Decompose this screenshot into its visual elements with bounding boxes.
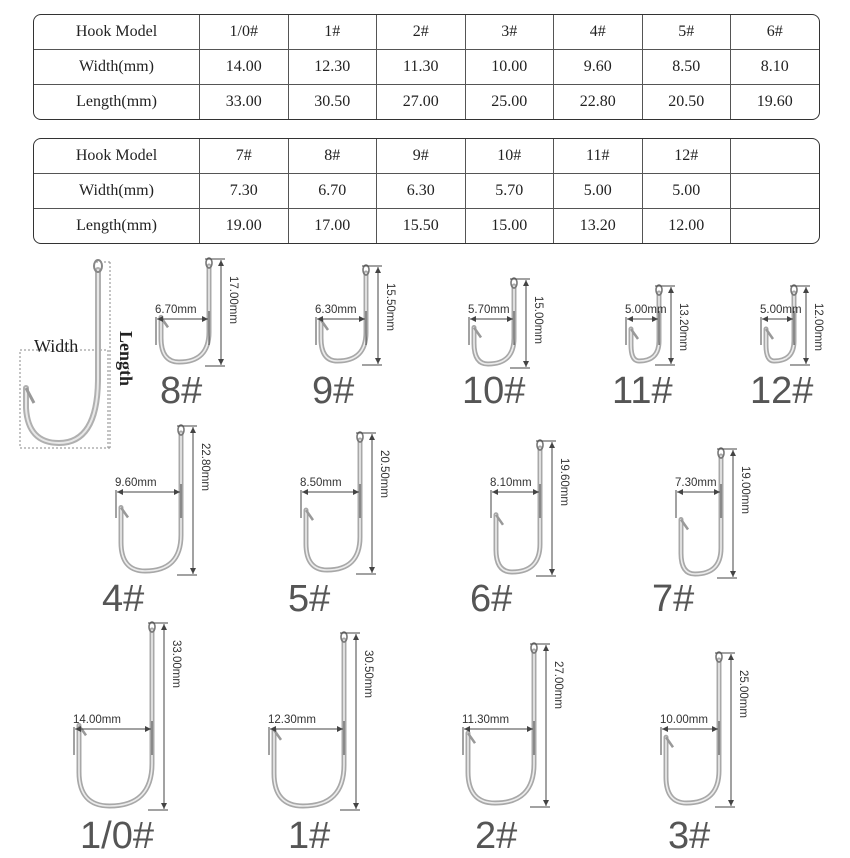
model-cell: 12# bbox=[643, 139, 732, 174]
length-cell: 20.50 bbox=[643, 85, 732, 119]
model-cell: 8# bbox=[289, 139, 378, 174]
width-cell: 8.50 bbox=[643, 50, 732, 85]
hook-size-label: 6# bbox=[470, 578, 513, 620]
hook-length-label: 20.50mm bbox=[378, 450, 390, 498]
length-cell bbox=[731, 209, 819, 243]
width-cell: 14.00 bbox=[200, 50, 289, 85]
length-cell: 22.80 bbox=[554, 85, 643, 119]
hook-length-label: 22.80mm bbox=[199, 443, 211, 491]
legend-width-label: Width bbox=[34, 336, 79, 356]
hook-width-label: 6.70mm bbox=[155, 304, 197, 316]
legend-length-label: Length bbox=[116, 331, 136, 387]
hook-width-label: 11.30mm bbox=[462, 714, 510, 726]
model-cell: 4# bbox=[554, 15, 643, 50]
width-cell: 6.70 bbox=[289, 174, 378, 209]
hook-size-label: 5# bbox=[288, 578, 331, 620]
length-cell: 15.50 bbox=[377, 209, 466, 243]
width-label-cell: Width(mm) bbox=[34, 174, 200, 209]
hook-figure bbox=[315, 265, 402, 365]
length-label-cell: Length(mm) bbox=[34, 209, 200, 243]
width-cell: 11.30 bbox=[377, 50, 466, 85]
width-cell: 10.00 bbox=[466, 50, 555, 85]
hook-size-label: 2# bbox=[475, 815, 518, 857]
width-label-cell: Width(mm) bbox=[34, 50, 200, 85]
hook-length-label: 17.00mm bbox=[227, 276, 239, 324]
table-row bbox=[34, 139, 819, 174]
hook-width-label: 5.00mm bbox=[760, 304, 802, 316]
width-cell: 5.00 bbox=[554, 174, 643, 209]
spec-table-1 bbox=[33, 14, 820, 120]
hook-size-label: 11# bbox=[612, 370, 673, 412]
hook-width-label: 6.30mm bbox=[315, 304, 357, 316]
model-cell bbox=[731, 139, 819, 174]
hook-figure bbox=[468, 278, 550, 368]
hook-size-label: 8# bbox=[160, 370, 203, 412]
length-cell: 13.20 bbox=[554, 209, 643, 243]
width-cell: 12.30 bbox=[289, 50, 378, 85]
spec-table-2 bbox=[33, 138, 820, 244]
hook-width-label: 9.60mm bbox=[115, 477, 157, 489]
model-cell: 6# bbox=[731, 15, 819, 50]
width-cell: 7.30 bbox=[200, 174, 289, 209]
model-cell: 9# bbox=[377, 139, 466, 174]
hook-size-label: 7# bbox=[652, 578, 695, 620]
width-cell bbox=[731, 174, 819, 209]
hook-size-label: 12# bbox=[750, 370, 814, 412]
hook-figure bbox=[73, 622, 188, 810]
length-cell: 25.00 bbox=[466, 85, 555, 119]
hook-width-label: 5.00mm bbox=[625, 304, 667, 316]
hook-length-label: 30.50mm bbox=[362, 650, 374, 698]
hook-length-label: 15.50mm bbox=[384, 283, 396, 331]
length-label-cell: Length(mm) bbox=[34, 85, 200, 119]
hook-length-label: 12.00mm bbox=[812, 303, 824, 351]
hook-size-label: 10# bbox=[462, 370, 526, 412]
hook-width-label: 14.00mm bbox=[73, 714, 121, 726]
length-cell: 12.00 bbox=[643, 209, 732, 243]
hook-figure bbox=[462, 643, 570, 807]
hook-figure bbox=[268, 632, 380, 810]
hook-figure bbox=[300, 432, 396, 574]
width-cell: 5.70 bbox=[466, 174, 555, 209]
model-cell: 5# bbox=[643, 15, 732, 50]
model-cell: 3# bbox=[466, 15, 555, 50]
width-cell: 5.00 bbox=[643, 174, 732, 209]
model-cell: 1# bbox=[289, 15, 378, 50]
hook-size-label: 1# bbox=[288, 815, 331, 857]
hook-length-label: 33.00mm bbox=[170, 640, 182, 688]
table-row bbox=[34, 85, 819, 119]
table-row bbox=[34, 50, 819, 85]
model-cell: 1/0# bbox=[200, 15, 289, 50]
hook-length-label: 15.00mm bbox=[532, 296, 544, 344]
hook-width-label: 10.00mm bbox=[660, 714, 708, 726]
hook-figure bbox=[675, 448, 757, 578]
hook-figure bbox=[760, 285, 830, 365]
hook-width-label: 8.50mm bbox=[300, 477, 342, 489]
length-cell: 17.00 bbox=[289, 209, 378, 243]
model-cell: 7# bbox=[200, 139, 289, 174]
hook-figure bbox=[625, 285, 695, 365]
hook-size-label: 1/0# bbox=[80, 815, 154, 857]
hook-length-label: 13.20mm bbox=[677, 303, 689, 351]
hook-width-label: 5.70mm bbox=[468, 304, 510, 316]
length-cell: 19.00 bbox=[200, 209, 289, 243]
width-cell: 9.60 bbox=[554, 50, 643, 85]
hook-figure bbox=[115, 425, 217, 575]
width-cell: 8.10 bbox=[731, 50, 819, 85]
hook-width-label: 7.30mm bbox=[675, 477, 717, 489]
model-cell: 10# bbox=[466, 139, 555, 174]
hook-length-label: 27.00mm bbox=[552, 661, 564, 709]
hook-figure bbox=[660, 652, 755, 807]
hook-figure bbox=[490, 440, 576, 576]
hook-size-label: 9# bbox=[312, 370, 355, 412]
length-cell: 19.60 bbox=[756, 93, 793, 110]
hook-length-label: 19.00mm bbox=[739, 466, 751, 514]
length-cell: 30.50 bbox=[289, 85, 378, 119]
length-cell: 15.00 bbox=[466, 209, 555, 243]
length-cell: 27.00 bbox=[377, 85, 466, 119]
width-cell: 6.30 bbox=[377, 174, 466, 209]
hook-figure bbox=[155, 258, 245, 366]
model-cell: 2# bbox=[377, 15, 466, 50]
length-cell: 33.00 bbox=[200, 85, 289, 119]
table-row bbox=[34, 174, 819, 209]
hook-width-label: 8.10mm bbox=[490, 477, 532, 489]
header-cell: Hook Model bbox=[34, 15, 200, 50]
table-row bbox=[34, 209, 819, 243]
table-row bbox=[34, 15, 819, 50]
hook-size-label: 3# bbox=[668, 815, 711, 857]
header-cell: Hook Model bbox=[34, 139, 200, 174]
hook-length-label: 19.60mm bbox=[558, 458, 570, 506]
hook-length-label: 25.00mm bbox=[737, 670, 749, 718]
hook-width-label: 12.30mm bbox=[268, 714, 316, 726]
model-cell: 11# bbox=[554, 139, 643, 174]
hook-size-label: 4# bbox=[102, 578, 145, 620]
